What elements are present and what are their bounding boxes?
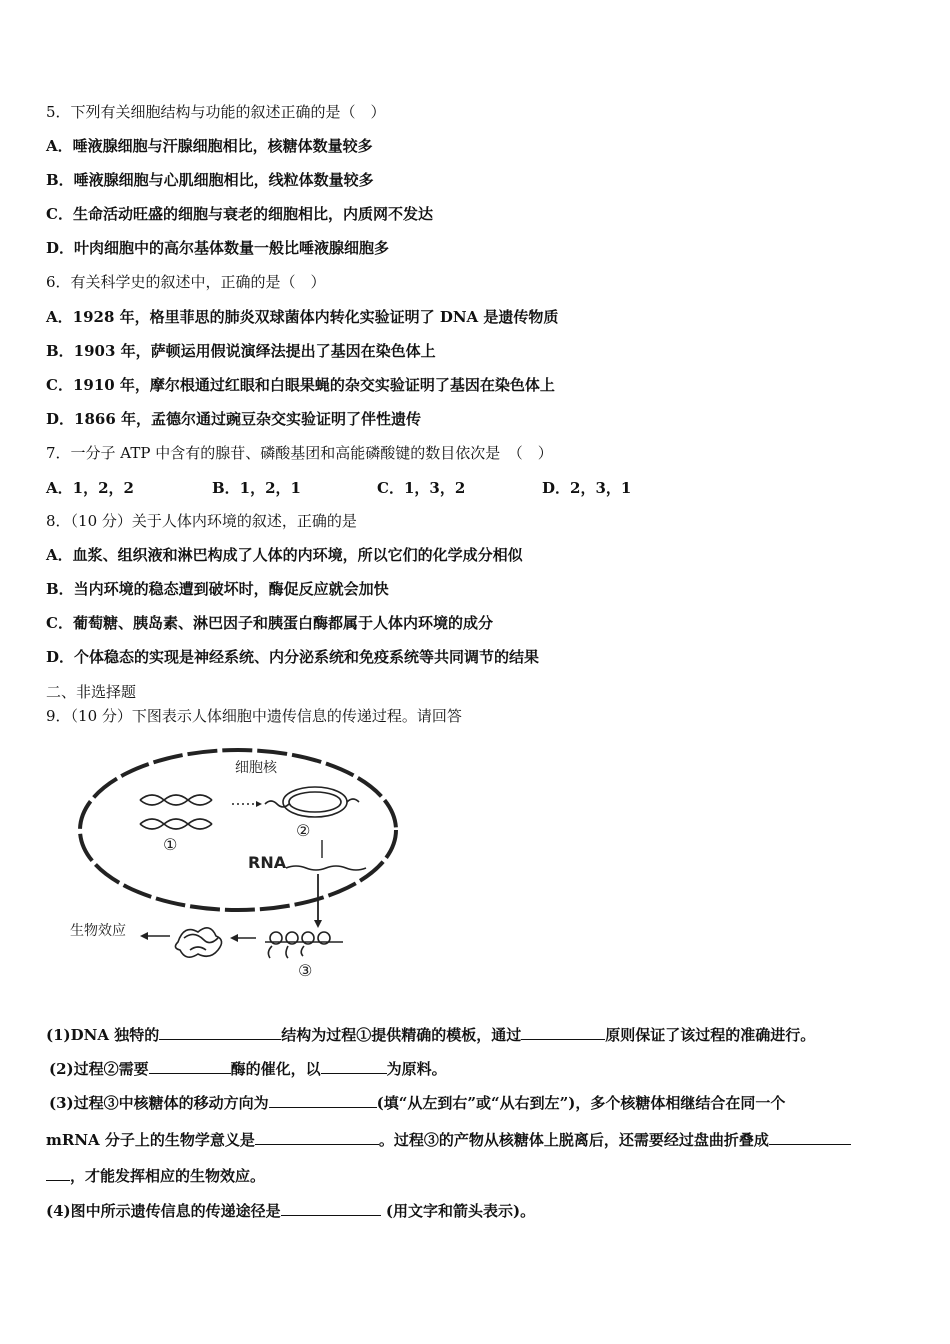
answer-blank[interactable]: [521, 1024, 605, 1040]
q5-option-c: C．生命活动旺盛的细胞与衰老的细胞相比，内质网不发达: [46, 205, 433, 223]
answer-blank[interactable]: [769, 1129, 851, 1145]
gene-expression-figure: [60, 742, 420, 992]
q8-option-d: D．个体稳态的实现是神经系统、内分泌系统和免疫系统等共同调节的结果: [46, 648, 540, 666]
answer-blank[interactable]: [321, 1058, 387, 1074]
q9-sub3-text-a: (3)过程③中核糖体的移动方向为: [49, 1094, 269, 1112]
q8-option-a: A．血浆、组织液和淋巴构成了人体的内环境，所以它们的化学成分相似: [46, 546, 523, 564]
q9-sub2: [49, 1058, 447, 1079]
q8-option-b: B．当内环境的稳态遭到破坏时，酶促反应就会加快: [46, 580, 389, 598]
q5-option-b: B．唾液腺细胞与心肌细胞相比，线粒体数量较多: [46, 171, 374, 189]
answer-blank[interactable]: [46, 1165, 70, 1181]
q7-option-d: D．2，3，1: [542, 479, 632, 497]
effect-label: 生物效应: [70, 923, 126, 939]
q9-sub2-text-c: 为原料。: [386, 1060, 447, 1078]
q9-sub3-text-b: (填“从左到右”或“从右到左”)，多个核糖体相继结合在同一个: [376, 1094, 786, 1112]
q9-sub3b-text-a: mRNA 分子上的生物学意义是: [46, 1131, 255, 1149]
q9-sub3: [49, 1092, 785, 1113]
q7-option-c: C．1，3，2: [377, 479, 466, 497]
answer-blank[interactable]: [159, 1024, 281, 1040]
q5-option-a: A．唾液腺细胞与汗腺细胞相比，核糖体数量较多: [46, 137, 373, 155]
q6-option-b: B．1903 年，萨顿运用假说演绎法提出了基因在染色体上: [46, 342, 436, 360]
q9-sub3-line2: [46, 1129, 851, 1150]
q6-option-a: A．1928 年，格里菲思的肺炎双球菌体内转化实验证明了 DNA 是遗传物质: [46, 308, 559, 326]
folded-protein-icon: [175, 928, 221, 957]
q7-option-a: A．1，2，2: [46, 479, 134, 497]
section-heading: 二、非选择题: [46, 683, 137, 701]
q9-sub1: [46, 1024, 815, 1045]
q7-option-b: B．1，2，1: [212, 479, 301, 497]
q9-stem: 9．（10 分）下图表示人体细胞中遗传信息的传递过程。请回答: [46, 707, 462, 725]
ribosomes-icon: [265, 932, 343, 958]
rna-label: RNA: [248, 853, 287, 872]
answer-blank[interactable]: [269, 1092, 377, 1108]
transcription-bubble-icon: [265, 787, 359, 817]
answer-blank[interactable]: [149, 1058, 231, 1074]
q8-stem: 8．（10 分）关于人体内环境的叙述，正确的是: [46, 512, 357, 530]
q9-sub2-text-a: (2)过程②需要: [49, 1060, 149, 1078]
q7-stem: 7．一分子 ATP 中含有的腺苷、磷酸基团和高能磷酸键的数目依次是 （ ）: [46, 444, 553, 462]
q9-sub3c-text-a: ，才能发挥相应的生物效应。: [70, 1167, 266, 1185]
q9-sub4-text-b: (用文字和箭头表示)。: [385, 1202, 536, 1220]
label-3: ③: [298, 961, 313, 980]
label-1: ①: [163, 835, 178, 854]
q6-option-c: C．1910 年，摩尔根通过红眼和白眼果蝇的杂交实验证明了基因在染色体上: [46, 376, 555, 394]
q5-option-d: D．叶肉细胞中的高尔基体数量一般比唾液腺细胞多: [46, 239, 390, 257]
q9-sub4-text-a: (4)图中所示遗传信息的传递途径是: [46, 1202, 281, 1220]
q9-sub4: [46, 1200, 535, 1221]
q6-option-d: D．1866 年，孟德尔通过豌豆杂交实验证明了伴性遗传: [46, 410, 421, 428]
q6-stem: 6．有关科学史的叙述中，正确的是（ ）: [46, 273, 326, 291]
q8-option-c: C．葡萄糖、胰岛素、淋巴因子和胰蛋白酶都属于人体内环境的成分: [46, 614, 493, 632]
answer-blank[interactable]: [255, 1129, 379, 1145]
label-2: ②: [296, 821, 311, 840]
q9-sub3b-text-b: 。过程③的产物从核糖体上脱离后，还需要经过盘曲折叠成: [378, 1131, 769, 1149]
q9-sub1-text-a: (1)DNA 独特的: [46, 1026, 160, 1044]
answer-blank[interactable]: [281, 1200, 381, 1216]
q5-stem: 5．下列有关细胞结构与功能的叙述正确的是（ ）: [46, 103, 386, 121]
nucleus-label: 细胞核: [235, 760, 277, 776]
rna-strand: [286, 866, 366, 870]
q9-sub1-text-c: 原则保证了该过程的准确进行。: [605, 1026, 816, 1044]
dna-helix-icon: [140, 795, 212, 829]
q9-sub3-line3: [46, 1165, 265, 1186]
q9-sub2-text-b: 酶的催化，以: [230, 1060, 321, 1078]
q9-sub1-text-b: 结构为过程①提供精确的模板，通过: [281, 1026, 522, 1044]
